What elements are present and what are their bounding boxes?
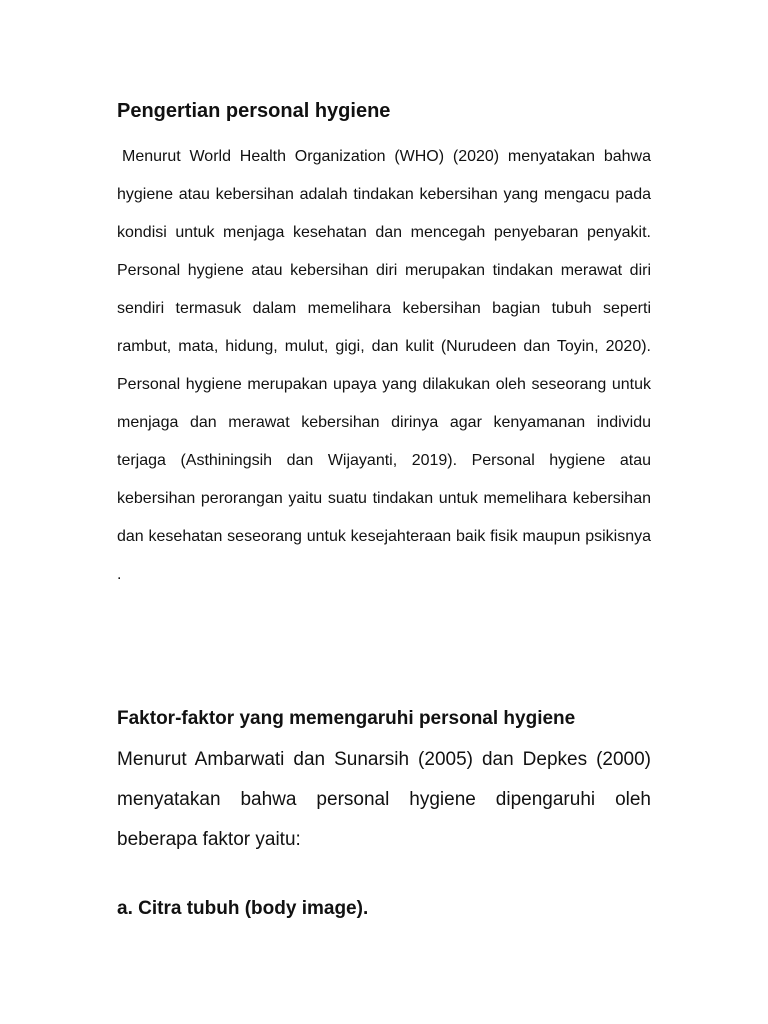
paragraph-pengertian: Menurut World Health Organization (WHO) (2020) menyatakan bahwa hygiene atau kebersihan adalah tindakan kebersihan yang mengacu pada kondisi untuk menjaga kesehatan dan mencegah penyebaran penyakit. Personal hygiene atau kebersihan diri merupakan tindakan merawat diri sendiri termasuk dalam memelihara kebersihan bagian tubuh seperti rambut, mata, hidung, mulut, gigi, dan kulit (Nurudeen dan Toyin, 2020). Personal hygiene merupakan upaya yang dilakukan oleh seseorang untuk menjaga dan merawat kebersihan dirinya agar kenyamanan individu terjaga (Asthiningsih dan Wijayanti, 2019). Personal hygiene atau kebersihan perorangan yaitu suatu tindakan untuk memelihara kebersihan dan kesehatan seseorang untuk kesejahteraan baik fisik maupun psikisnya . <box>117 148 651 583</box>
section-heading-faktor: Faktor-faktor yang memengaruhi personal hygiene <box>117 708 576 729</box>
paragraph-faktor: Menurut Ambarwati dan Sunarsih (2005) dan Depkes (2000) menyatakan bahwa personal hygiene dipengaruhi oleh beberapa faktor yaitu: <box>117 749 651 850</box>
subsection-heading-citra-tubuh: a. Citra tubuh (body image). <box>117 898 369 919</box>
section-heading-pengertian: Pengertian personal hygiene <box>117 100 391 122</box>
